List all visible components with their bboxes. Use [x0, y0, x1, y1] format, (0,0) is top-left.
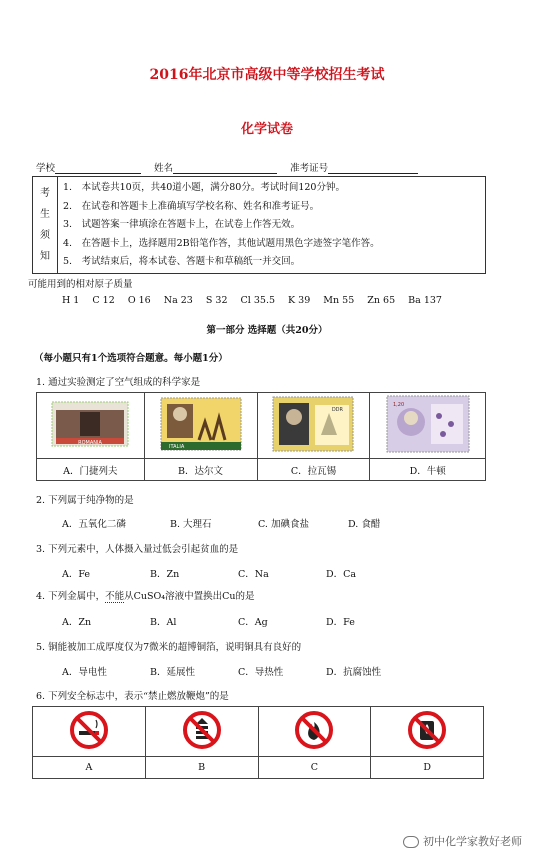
atomic-mass-values: H 1 C 12 O 16 Na 23 S 32 Cl 35.5 K 39 Mn 55 Zn 65 Ba 137: [62, 295, 442, 306]
option-a[interactable]: A．门捷列夫: [37, 459, 145, 481]
section-heading: 第一部分 选择题（共20分）: [206, 325, 328, 336]
option-c[interactable]: C．Na: [238, 569, 269, 580]
no-flammables-icon: [407, 710, 447, 750]
question-1-stamp-table: [36, 392, 486, 481]
option-a[interactable]: A．五氧化二磷: [62, 519, 126, 530]
exam-subtitle: 化学试卷: [240, 122, 293, 137]
option-d[interactable]: D. 食醋: [348, 519, 381, 530]
option-c[interactable]: C．导热性: [238, 667, 284, 678]
notice-item: 5. 考试结束后，将本试卷、答题卡和草稿纸一并交回。: [63, 256, 301, 268]
section-instruction: （每小题只有1个选项符合题意。每小题1分）: [34, 353, 228, 364]
notice-item: 2. 在试卷和答题卡上准确填写学校名称、姓名和准考证号。: [63, 200, 320, 212]
option-a[interactable]: A．Zn: [62, 617, 92, 628]
svg-text:ROMANIA: ROMANIA: [78, 440, 103, 446]
atomic-mass-label: 可能用到的相对原子质量: [28, 279, 133, 290]
stamp-darwin: [144, 393, 257, 459]
notice-list: [63, 179, 380, 272]
option-a[interactable]: A: [33, 757, 146, 779]
exam-number-field[interactable]: [328, 163, 418, 174]
school-label: 学校: [36, 163, 56, 174]
option-b[interactable]: B．达尔文: [144, 459, 257, 481]
sign-c: [258, 707, 371, 757]
svg-text:ITALIA: ITALIA: [168, 444, 184, 450]
notice-item: 4. 在答题卡上，选择题用2B铅笔作答，其他试题用黑色字迹签字笔作答。: [63, 237, 380, 249]
option-b[interactable]: B. 大理石: [170, 519, 212, 530]
option-b[interactable]: B．延展性: [150, 667, 195, 678]
option-c[interactable]: C. 加碘食盐: [258, 519, 309, 530]
option-d[interactable]: D．Fe: [326, 617, 355, 628]
stamp-mendeleev: [37, 393, 145, 459]
stamp-lavoisier: [257, 393, 370, 459]
question-6-sign-table: [32, 706, 484, 779]
sign-b: [145, 707, 258, 757]
no-firecrackers-icon: [182, 710, 222, 750]
question-2-stem: 2. 下列属于纯净物的是: [36, 495, 134, 506]
exam-number-label: 准考证号: [290, 163, 329, 174]
exam-title: 2016年北京市高级中等学校招生考试: [149, 67, 385, 83]
option-d[interactable]: D．抗腐蚀性: [326, 667, 382, 678]
name-label: 姓名: [154, 163, 174, 174]
emphasis-text: 不能: [105, 591, 125, 602]
option-d[interactable]: D．Ca: [326, 569, 357, 580]
fields-row: [36, 160, 418, 174]
option-c[interactable]: C: [258, 757, 371, 779]
option-a[interactable]: A．Fe: [62, 569, 91, 580]
school-field[interactable]: [55, 163, 141, 174]
option-b[interactable]: B．Al: [150, 617, 177, 628]
option-c[interactable]: C．拉瓦锡: [257, 459, 370, 481]
question-6-stem: 6. 下列安全标志中，表示“禁止燃放鞭炮”的是: [36, 691, 229, 702]
question-4-stem: 4. 下列金属中，不能从CuSO₄溶液中置换出Cu的是: [36, 591, 255, 602]
watermark: 初中化学家教好老师: [403, 833, 522, 849]
stamp-newton: [370, 393, 486, 459]
option-c[interactable]: C．Ag: [238, 617, 268, 628]
question-3-stem: 3. 下列元素中，人体摄入量过低会引起贫血的是: [36, 544, 239, 555]
notice-side-label: 考 生 须 知: [33, 177, 58, 273]
svg-text:1,20: 1,20: [392, 402, 404, 408]
svg-text:DDR: DDR: [332, 407, 344, 413]
option-b[interactable]: B．Zn: [150, 569, 180, 580]
sign-a: [33, 707, 146, 757]
no-smoking-icon: [69, 710, 109, 750]
notice-box: [32, 176, 486, 274]
option-a[interactable]: A．导电性: [62, 667, 107, 678]
notice-item: 1. 本试卷共10页，共40道小题，满分80分。考试时间120分钟。: [63, 182, 345, 193]
wechat-icon: [403, 836, 419, 848]
no-open-flame-icon: [294, 710, 334, 750]
option-d[interactable]: D．牛顿: [370, 459, 486, 481]
question-1-stem: 1. 通过实验测定了空气组成的科学家是: [36, 377, 201, 388]
name-field[interactable]: [173, 163, 277, 174]
notice-item: 3. 试题答案一律填涂在答题卡上，在试卷上作答无效。: [63, 219, 301, 231]
sign-d: [371, 707, 484, 757]
option-b[interactable]: B: [145, 757, 258, 779]
question-5-stem: 5. 铜能被加工成厚度仅为7微米的超博铜箔，说明铜具有良好的: [36, 642, 302, 653]
option-d[interactable]: D: [371, 757, 484, 779]
